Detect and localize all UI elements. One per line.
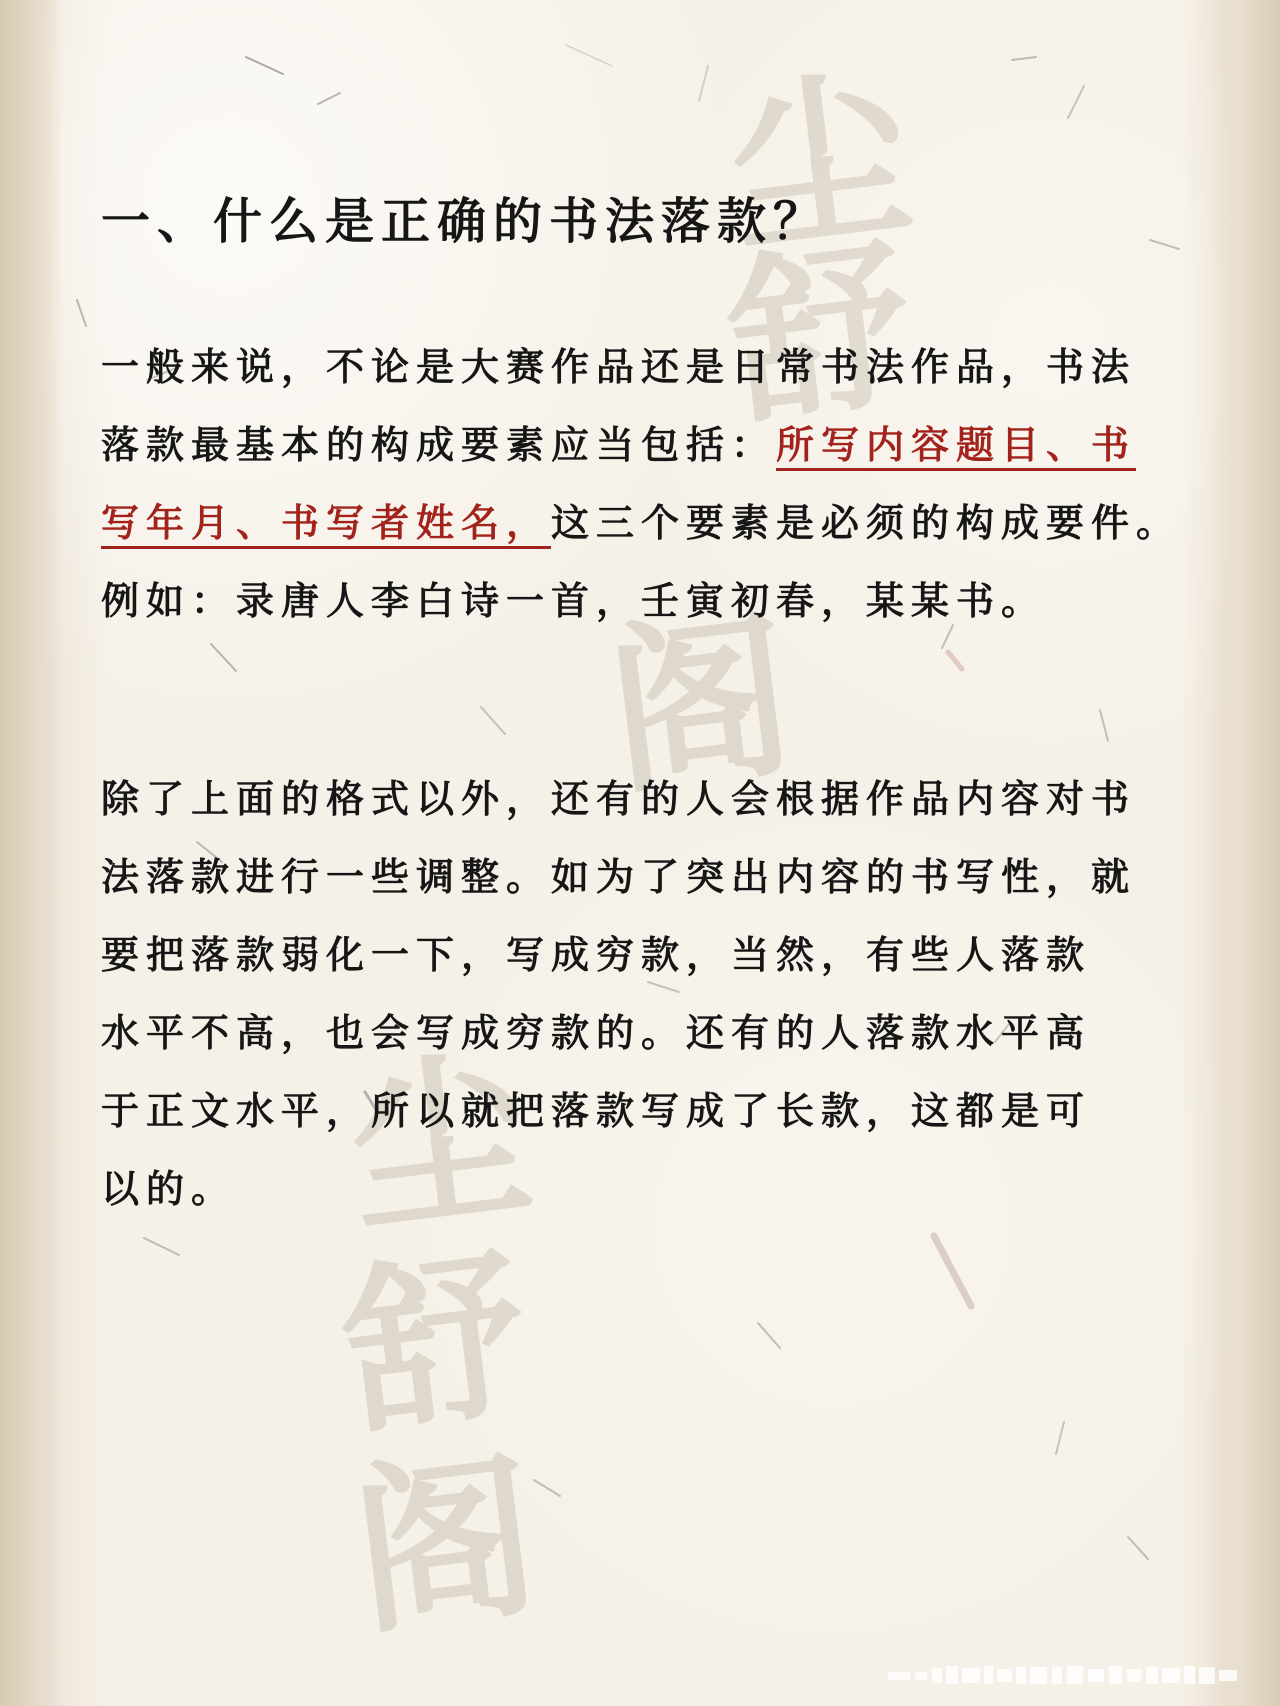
paper-fiber <box>318 93 340 104</box>
watermark-bar <box>1184 1666 1195 1684</box>
watermark-character: 尘 <box>337 1029 537 1260</box>
paper-fiber <box>246 57 283 74</box>
paper-fiber <box>77 300 86 326</box>
watermark-bar <box>1030 1667 1047 1684</box>
paper-fiber <box>1068 86 1084 118</box>
paper-fiber <box>211 644 236 671</box>
paragraph-gap <box>101 254 1191 330</box>
paper-fiber <box>934 1236 971 1306</box>
right-paper-border <box>1212 0 1280 1706</box>
paragraph-line: 除了上面的格式以外，还有的人会根据作品内容对书 <box>101 776 1137 821</box>
first-paragraph <box>101 328 1182 640</box>
paragraph-line: 以的。 <box>101 1166 237 1211</box>
watermark-bar <box>1127 1669 1141 1682</box>
watermark-character: 舒 <box>717 219 917 450</box>
paragraph-line: 法落款进行一些调整。如为了突出内容的书写性，就 <box>101 854 1137 899</box>
watermark-bar <box>1109 1666 1122 1684</box>
paper-fiber <box>481 707 505 734</box>
paper-fiber <box>144 1238 179 1255</box>
paper-fiber <box>534 1480 560 1496</box>
watermark-character: 阁 <box>597 589 797 820</box>
watermark-bar <box>932 1668 942 1683</box>
watermark-bar <box>1162 1668 1180 1683</box>
image-watermark-bars <box>888 1662 1256 1690</box>
watermark-bar <box>984 1666 993 1684</box>
paper-fiber <box>1012 57 1036 60</box>
paragraph-line: 例如：录唐人李白诗一首，壬寅初春，某某书。 <box>101 578 1047 623</box>
highlighted-text: 写年月、书写者姓名， <box>101 500 552 545</box>
watermark-bar <box>946 1666 958 1684</box>
paper-fiber <box>566 45 612 66</box>
article-content <box>101 188 1191 1211</box>
watermark-bar <box>888 1672 910 1680</box>
paragraph-line: 于正文水平，所以就把落款写成了长款，这都是可 <box>101 1088 1092 1133</box>
watermark-character: 尘 <box>717 49 917 280</box>
left-paper-border <box>0 0 62 1706</box>
paragraph-line <box>101 484 1182 562</box>
second-paragraph <box>101 760 1186 1228</box>
watermark-character: 阁 <box>342 1429 542 1660</box>
paragraph-line: 一般来说，不论是大赛作品还是日常书法作品，书法 <box>101 344 1137 389</box>
paper-fiber <box>1128 1537 1148 1559</box>
page-title: 一、什么是正确的书法落款？ <box>101 192 830 250</box>
paragraph-text: 这三个要素是必须的构成要件。 <box>551 500 1182 545</box>
highlighted-text: 所写内容题目、书 <box>776 422 1137 467</box>
watermark-bar <box>1088 1669 1104 1682</box>
paragraph-line: 水平不高，也会写成穷款的。还有的人落款水平高 <box>101 1010 1092 1055</box>
paper-fiber <box>1100 710 1108 741</box>
paragraph-line <box>101 406 1176 484</box>
paper-fiber <box>758 1323 780 1348</box>
paper-fiber <box>699 66 708 101</box>
watermark-bar <box>1052 1667 1062 1684</box>
paragraph-text: 落款最基本的构成要素应当包括： <box>101 422 777 467</box>
watermark-bar <box>1067 1666 1083 1684</box>
paper-fiber <box>948 652 962 669</box>
watermark-bar <box>1016 1667 1026 1684</box>
watermark-bar <box>962 1668 980 1683</box>
paragraph-line: 要把落款弱化一下，写成穷款，当然，有些人落款 <box>101 932 1092 977</box>
watermark-bar <box>1146 1667 1158 1684</box>
paper-fiber <box>1056 1422 1064 1454</box>
watermark-bar <box>915 1672 927 1680</box>
watermark-character: 舒 <box>332 1229 532 1460</box>
watermark-bar <box>997 1669 1012 1682</box>
